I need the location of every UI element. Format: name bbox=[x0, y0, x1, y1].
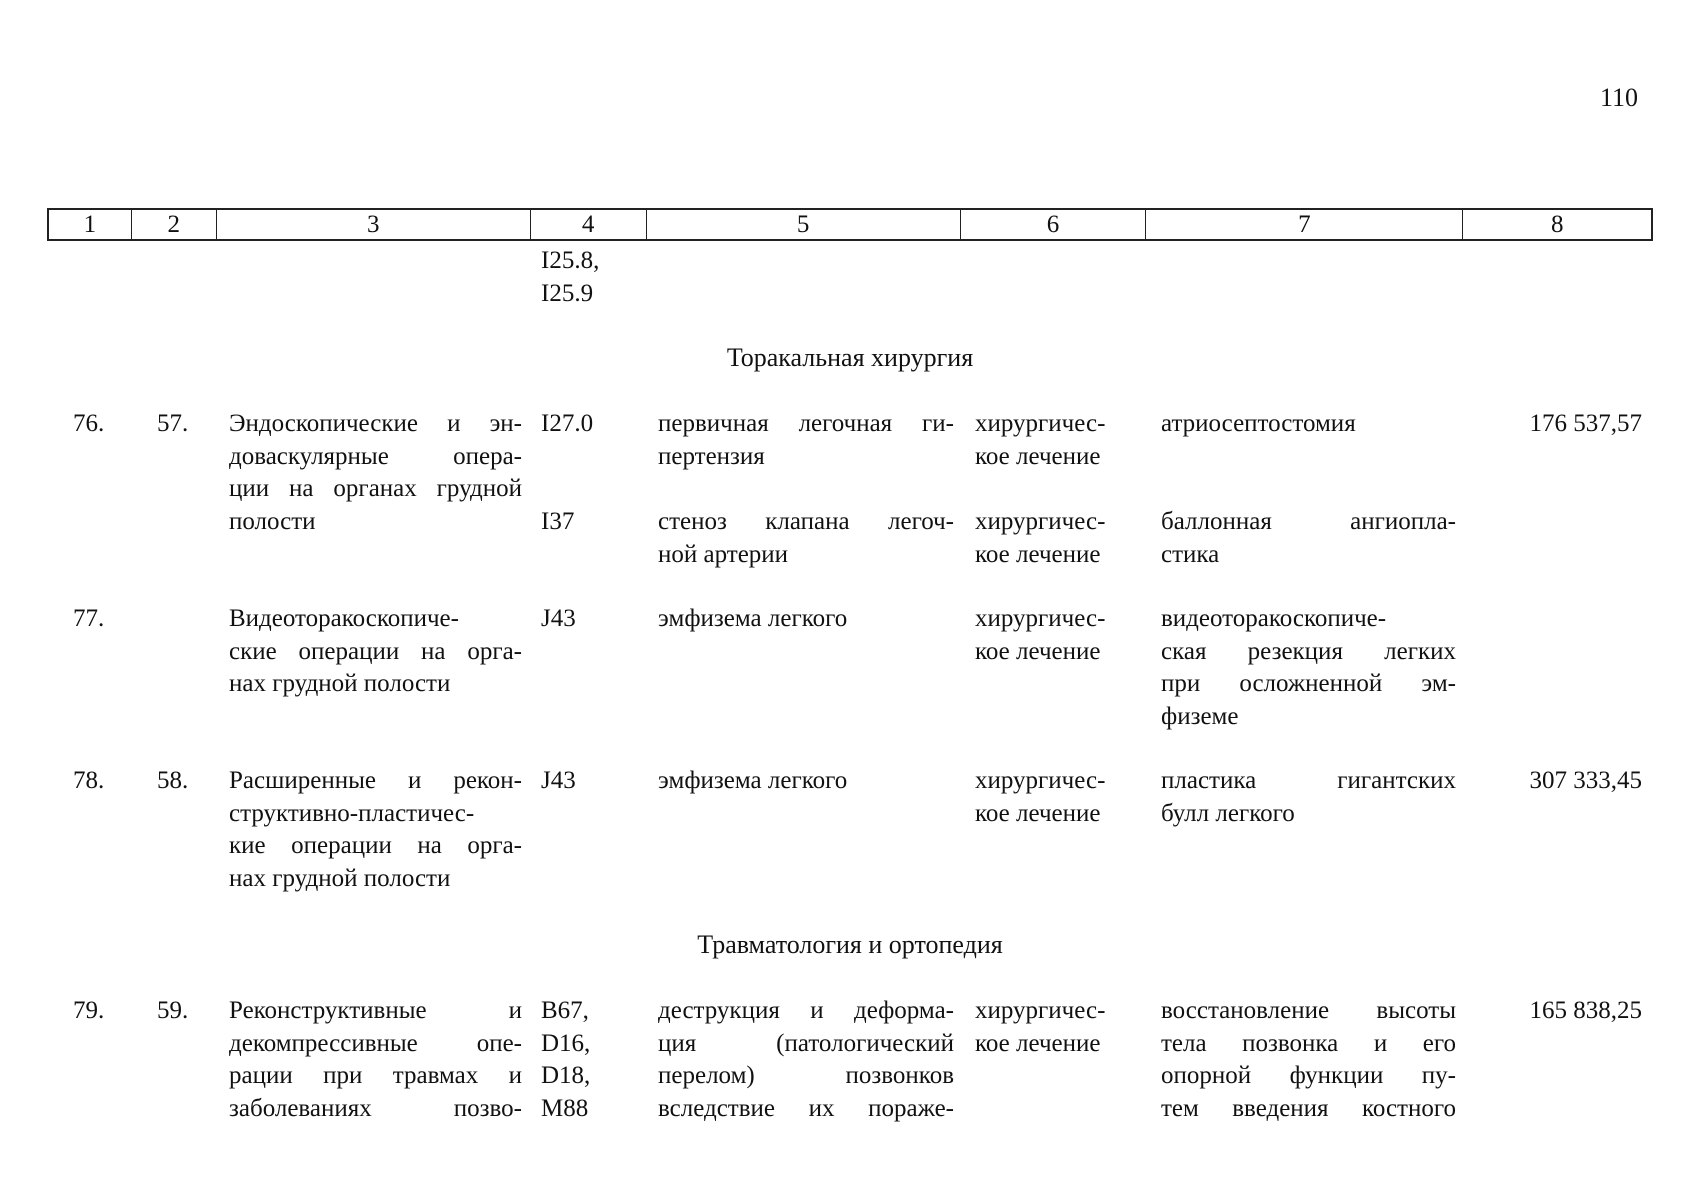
header-cell-1: 1 bbox=[49, 210, 132, 239]
text-line: ции на органах грудной bbox=[229, 475, 522, 502]
text-line: кое лечение bbox=[975, 442, 1101, 470]
header-cell-5: 5 bbox=[647, 210, 961, 239]
treatment-type bbox=[975, 506, 1135, 571]
diagnosis: эмфизема легкого bbox=[658, 767, 848, 794]
price: 165 838,25 bbox=[1529, 997, 1642, 1024]
text-line: первичная легочная ги- bbox=[658, 410, 954, 437]
text-line: заболеваниях позво- bbox=[229, 1094, 522, 1122]
text-line: при осложненной эм- bbox=[1161, 670, 1456, 697]
text-line: перелом) позвонков bbox=[658, 1062, 954, 1089]
text-line: кое лечение bbox=[975, 637, 1101, 665]
row-number: 76. bbox=[73, 410, 105, 437]
text-line: доваскулярные опера- bbox=[229, 442, 522, 470]
text-line: физеме bbox=[1161, 702, 1239, 730]
code-line: D16, bbox=[541, 1029, 591, 1057]
price: 176 537,57 bbox=[1529, 410, 1642, 437]
price: 307 333,45 bbox=[1529, 767, 1642, 794]
header-cell-8: 8 bbox=[1551, 211, 1564, 238]
text-line: нах грудной полости bbox=[229, 864, 451, 892]
text-line: опорной функции пу- bbox=[1161, 1062, 1456, 1089]
row-number: 78. bbox=[73, 767, 105, 794]
code-line: D18, bbox=[541, 1062, 591, 1089]
icd-code: I37 bbox=[541, 508, 575, 535]
text-line: восстановление высоты bbox=[1161, 997, 1456, 1024]
text-line: хирургичес- bbox=[975, 767, 1106, 794]
text-line: кое лечение bbox=[975, 1029, 1101, 1057]
text-line: стика bbox=[1161, 540, 1220, 568]
text-line: кие операции на орга- bbox=[229, 832, 522, 859]
text-line: рации при травмах и bbox=[229, 1062, 522, 1089]
text-line: ция (патологический bbox=[658, 1029, 954, 1057]
code-line: I25.9 bbox=[541, 279, 594, 307]
treatment-method bbox=[1161, 506, 1456, 571]
text-line: кое лечение bbox=[975, 799, 1101, 827]
diagnosis bbox=[658, 506, 954, 571]
code-line: I25.8, bbox=[541, 247, 600, 274]
page-number: 110 bbox=[1600, 83, 1639, 112]
icd-code: J43 bbox=[541, 605, 576, 632]
text-line: ские операции на орга- bbox=[229, 637, 522, 665]
continued-codes bbox=[541, 245, 636, 310]
item-number: 58. bbox=[157, 767, 189, 794]
section-title-thoracic: Торакальная хирургия bbox=[726, 343, 974, 372]
intervention-name bbox=[229, 765, 522, 895]
item-number: 57. bbox=[157, 410, 189, 437]
text-line: структивно-пластичес- bbox=[229, 799, 475, 827]
section-title-trauma: Травматология и ортопедия bbox=[697, 930, 1003, 959]
icd-code: J43 bbox=[541, 767, 576, 794]
text-line: Видеоторакоскопиче- bbox=[229, 605, 459, 632]
text-line: стеноз клапана легоч- bbox=[658, 508, 954, 535]
code-line: B67, bbox=[541, 997, 589, 1024]
header-cell-6: 6 bbox=[961, 210, 1147, 239]
text-line: Реконструктивные и bbox=[229, 997, 522, 1024]
text-line: деструкция и деформа- bbox=[658, 997, 954, 1024]
treatment-method bbox=[1161, 603, 1456, 733]
treatment-type bbox=[975, 765, 1135, 830]
text-line: ной артерии bbox=[658, 540, 789, 568]
text-line: Расширенные и рекон- bbox=[229, 767, 522, 794]
text-line: вследствие их пораже- bbox=[658, 1094, 954, 1122]
text-line: Эндоскопические и эн- bbox=[229, 410, 522, 437]
treatment-method bbox=[1161, 765, 1456, 830]
text-line: тем введения костного bbox=[1161, 1094, 1456, 1122]
text-line: видеоторакоскопиче- bbox=[1161, 605, 1387, 632]
header-cell-2: 2 bbox=[132, 210, 217, 239]
text-line: хирургичес- bbox=[975, 508, 1106, 535]
text-line: ская резекция легких bbox=[1161, 637, 1456, 665]
text-line: булл легкого bbox=[1161, 799, 1295, 827]
intervention-name bbox=[229, 408, 522, 538]
code-line: M88 bbox=[541, 1094, 589, 1122]
treatment-type bbox=[975, 408, 1135, 473]
text-line: баллонная ангиопла- bbox=[1161, 508, 1456, 535]
icd-code: I27.0 bbox=[541, 410, 594, 437]
text-line: тела позвонка и его bbox=[1161, 1029, 1456, 1057]
intervention-name bbox=[229, 603, 522, 701]
row-number: 79. bbox=[73, 997, 105, 1024]
treatment-method: атриосептостомия bbox=[1161, 410, 1356, 437]
text-line: полости bbox=[229, 507, 316, 535]
diagnosis: эмфизема легкого bbox=[658, 605, 848, 632]
header-cell-7: 7 bbox=[1146, 210, 1463, 239]
header-cell-4: 4 bbox=[531, 210, 647, 239]
treatment-type bbox=[975, 995, 1135, 1060]
diagnosis bbox=[658, 408, 954, 473]
text-line: хирургичес- bbox=[975, 605, 1106, 632]
text-line: хирургичес- bbox=[975, 997, 1106, 1024]
header-cell-3: 3 bbox=[217, 210, 531, 239]
intervention-name bbox=[229, 995, 522, 1125]
text-line: декомпрессивные опе- bbox=[229, 1029, 522, 1057]
text-line: нах грудной полости bbox=[229, 670, 451, 697]
text-line: кое лечение bbox=[975, 540, 1101, 568]
treatment-type bbox=[975, 603, 1135, 668]
table-header-row bbox=[47, 208, 1653, 241]
diagnosis bbox=[658, 995, 954, 1125]
text-line: пертензия bbox=[658, 442, 765, 470]
text-line: пластика гигантских bbox=[1161, 767, 1456, 794]
row-number: 77. bbox=[73, 605, 105, 632]
text-line: хирургичес- bbox=[975, 410, 1106, 437]
item-number: 59. bbox=[157, 997, 189, 1024]
treatment-method bbox=[1161, 995, 1456, 1125]
icd-codes bbox=[541, 995, 636, 1125]
